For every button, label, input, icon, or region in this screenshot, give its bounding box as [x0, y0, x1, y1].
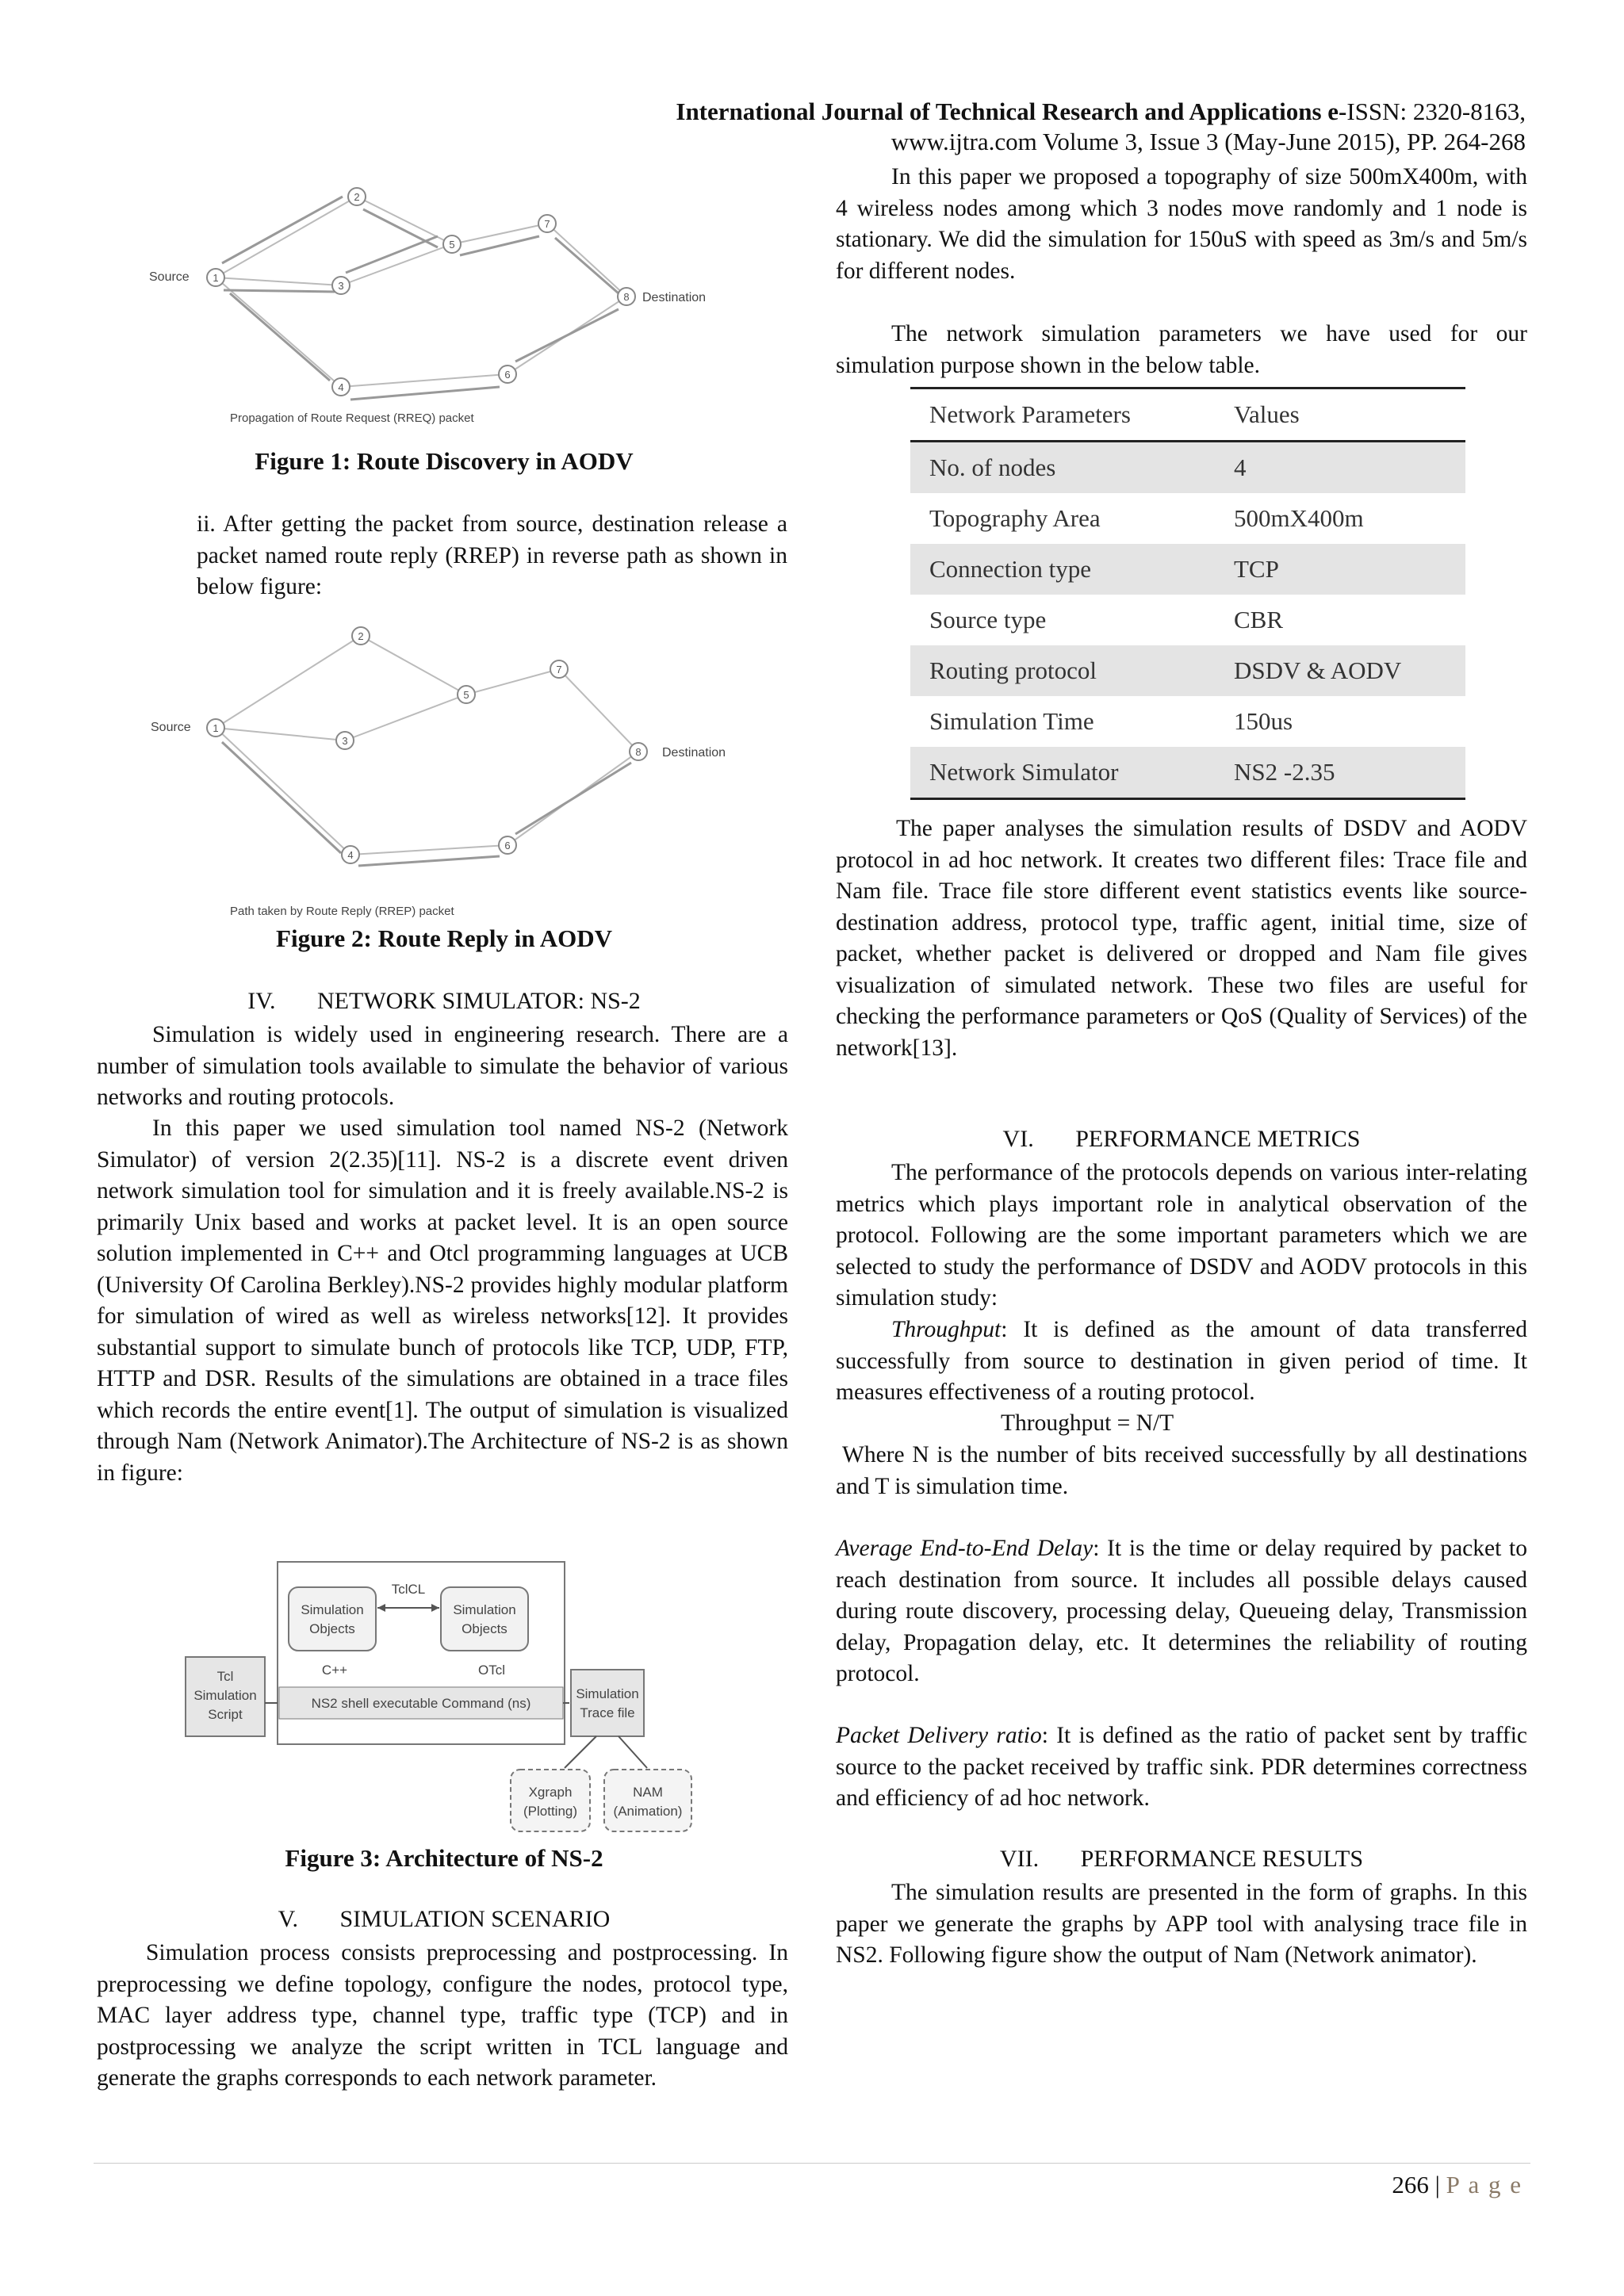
table-cell-param: Connection type	[910, 544, 1215, 595]
section-5-paragraph-1: Simulation process consists preprocessing and postprocessing. In preprocessing we define topology, configure the nodes, protocol type, MAC layer address type, channel type, traffic type (TCP) and in postprocessing we analyze the script written in TCL language and generate the graphs corresponds to each network parameter.	[97, 1940, 788, 2091]
right-paragraph-1: In this paper we proposed a topography of size 500mX400m, with 4 wireless nodes among which 3 nodes move randomly and 1 node is stationary. We did the simulation for 150uS with speed as 3m/s and 5m/s for different nodes.	[836, 164, 1527, 284]
table-row	[910, 696, 1465, 747]
table-cell-param: Simulation Time	[929, 707, 1094, 735]
section-4-title: NETWORK SIMULATOR: NS-2	[317, 988, 641, 1014]
fig2-node-3: 3	[342, 735, 348, 747]
footer-separator: |	[1428, 2171, 1446, 2198]
throughput-definition: : It is defined as the amount of data transferred successfully from source to destination in given period of time. It measures effectiveness of a routing protocol.	[836, 1317, 1527, 1405]
section-4-heading	[95, 988, 793, 1015]
fig2-source-label: Source	[151, 721, 191, 734]
fig1-node-4: 4	[338, 381, 344, 393]
section-5-heading	[95, 1906, 793, 1933]
fig3-simobj-left-2: Objects	[309, 1621, 355, 1636]
section-7-heading	[836, 1846, 1527, 1873]
section-5-title: SIMULATION SCENARIO	[339, 1906, 611, 1932]
pdr-definition: : It is defined as the ratio of packet sent by traffic source to the packet received by traffic sink. PDR determines correctness and efficiency of ad hoc network.	[836, 1723, 1528, 1811]
fig1-node-3: 3	[338, 280, 344, 292]
fig3-trace-2: Trace file	[580, 1705, 635, 1720]
fig3-tcl-1: Tcl	[216, 1669, 234, 1684]
right-paragraph-2: The network simulation parameters we have used for our simulation purpose shown in the below table.	[836, 321, 1527, 378]
section-7-number: VII.	[999, 1846, 1040, 1872]
journal-header	[495, 97, 1526, 157]
section-4-paragraph-2: In this paper we used simulation tool named NS-2 (Network Simulator) of version 2(2.35)[11]. NS-2 is a discrete event driven network simulation tool for simulation and it is freely available.NS-2 is primarily Unix based and works at packet level. It is an open source solution implemented in C++ and Otcl programming languages at UCB (University Of Carolina Berkley).NS-2 provides highly modular platform for simulation of wired as well as wireless networks[12]. It provides substantial support to simulate bunch of protocols like TCP, UDP, FTP, HTTP and DSR. Results of the simulations are obtained in a trace files which records the entire event[1]. The output of simulation is visualized through Nam (Network Animator).The Architecture of NS-2 is as shown in figure:	[97, 1115, 788, 1486]
figure-1-caption: Figure 1: Route Discovery in AODV	[255, 447, 634, 475]
journal-volume-line: www.ijtra.com Volume 3, Issue 3 (May-June 2015), PP. 264-268	[891, 128, 1526, 155]
issn: ISSN: 2320-8163,	[1346, 98, 1526, 125]
delay-definition: : It is the time or delay required by packet to reach destination from source. It includes all possible delays caused during route discovery, processing delay, Queueing delay, Transmission delay, Propagation delay, etc. It determines the reliability of routing protocol.	[836, 1536, 1527, 1686]
fig3-simobj-left-1: Simulation	[301, 1602, 364, 1617]
fig3-nam-2: (Animation)	[613, 1804, 683, 1819]
table-row	[910, 442, 1465, 494]
table-row	[910, 493, 1465, 544]
table-cell-param: Network Simulator	[910, 747, 1215, 799]
fig3-xgraph-1: Xgraph	[528, 1785, 573, 1800]
table-row	[910, 645, 1465, 696]
pdr-term: Packet Delivery ratio	[836, 1723, 1042, 1748]
fig3-ns-command: NS2 shell executable Command (ns)	[311, 1696, 531, 1711]
table-cell-value: DSDV & AODV	[1215, 645, 1465, 696]
fig2-node-5: 5	[463, 689, 469, 701]
fig2-node-1: 1	[213, 722, 219, 734]
table-cell-param: Routing protocol	[910, 645, 1215, 696]
page-number: 266	[1392, 2171, 1429, 2198]
fig2-node-7: 7	[556, 664, 562, 675]
footer-rule	[94, 2163, 1530, 2164]
fig1-source-label: Source	[149, 270, 190, 284]
table-cell-value: 500mX400m	[1234, 504, 1364, 532]
pdr-paragraph	[836, 1720, 1527, 1815]
fig1-node-8: 8	[623, 291, 630, 303]
fig3-trace-1: Simulation	[576, 1686, 639, 1701]
item-ii-paragraph: ii. After getting the packet from source, destination release a packet named route reply (RREP) in reverse path as shown in below figure:	[197, 511, 787, 599]
throughput-term: Throughput	[891, 1317, 1002, 1342]
fig3-otcl: OTcl	[478, 1663, 505, 1678]
table-cell-param: Topography Area	[929, 504, 1101, 532]
table-header-value: Values	[1215, 388, 1465, 442]
table-row	[910, 544, 1465, 595]
section-4-paragraph-1: Simulation is widely used in engineering research. There are a number of simulation tools available to simulate the behavior of various networks and routing protocols.	[97, 1022, 788, 1110]
fig3-xgraph-2: (Plotting)	[523, 1804, 578, 1819]
fig1-destination-label: Destination	[642, 291, 707, 304]
table-row	[910, 595, 1465, 645]
delay-term: Average End-to-End Delay	[836, 1536, 1094, 1561]
page-label: P a g e	[1446, 2171, 1522, 2198]
right-paragraph-3: The paper analyses the simulation results of DSDV and AODV protocol in ad hoc network. It creates two different files: Trace file and Nam file. Trace file store different event statistics events like source-destination address, protocol type, traffic agent, initial time, size of packet, whether packet is delivered or dropped and Nam file gives visualization of simulated network. These two files are useful for checking the performance parameters or QoS (Quality of Services) of the network[13].	[836, 816, 1527, 1061]
fig2-node-2: 2	[358, 630, 364, 642]
section-7-title: PERFORMANCE RESULTS	[1080, 1846, 1364, 1872]
table-header-param: Network Parameters	[910, 388, 1215, 442]
fig2-image-caption: Path taken by Route Reply (RREP) packet	[230, 905, 454, 918]
fig2-node-6: 6	[504, 840, 511, 851]
parameters-table	[910, 387, 1465, 800]
figure-3-caption: Figure 3: Architecture of NS-2	[285, 1844, 603, 1872]
section-4-number: IV.	[247, 988, 276, 1014]
table-cell-value: 150us	[1234, 707, 1293, 735]
table-row	[910, 747, 1465, 799]
fig2-node-8: 8	[635, 746, 642, 758]
figure-3-image	[184, 1556, 707, 1841]
figure-2-caption: Figure 2: Route Reply in AODV	[276, 924, 612, 952]
table-header-row	[910, 388, 1465, 442]
journal-name: International Journal of Technical Research and Applications e-	[676, 98, 1347, 125]
section-6-heading	[836, 1126, 1527, 1153]
fig3-tcl-2: Simulation	[193, 1688, 257, 1703]
fig3-simobj-right-2: Objects	[462, 1621, 508, 1636]
fig3-cpp: C++	[321, 1663, 348, 1678]
section-6-number: VI.	[1002, 1126, 1034, 1152]
throughput-formula: Throughput = N/T	[1001, 1410, 1174, 1436]
page-footer	[1392, 2171, 1522, 2199]
table-cell-value: 4	[1215, 442, 1465, 494]
table-cell-value: CBR	[1234, 606, 1284, 633]
fig3-simobj-right-1: Simulation	[453, 1602, 516, 1617]
fig2-destination-label: Destination	[662, 746, 726, 760]
section-7-paragraph-1: The simulation results are presented in the form of graphs. In this paper we generate the graphs by APP tool with analysing trace file in NS2. Following figure show the output of Nam (Network animator).	[836, 1880, 1527, 1968]
fig1-node-5: 5	[449, 239, 455, 251]
journal-title-line	[495, 97, 1526, 127]
fig1-node-7: 7	[544, 218, 550, 230]
throughput-paragraph	[836, 1314, 1527, 1409]
throughput-where: Where N is the number of bits received successfully by all destinations and T is simulation time.	[836, 1442, 1527, 1499]
section-6-title: PERFORMANCE METRICS	[1075, 1126, 1361, 1152]
fig1-image-caption: Propagation of Route Request (RREQ) packet	[230, 411, 474, 425]
fig1-node-1: 1	[213, 272, 219, 284]
table-cell-param: No. of nodes	[910, 442, 1215, 494]
fig2-node-4: 4	[347, 849, 354, 861]
fig3-tcl-3: Script	[208, 1707, 243, 1722]
fig3-nam-1: NAM	[633, 1785, 663, 1800]
delay-paragraph	[836, 1533, 1527, 1690]
figure-2-image	[143, 615, 745, 921]
figure-1-image	[143, 174, 745, 444]
fig1-node-6: 6	[504, 369, 511, 381]
table-cell-value: NS2 -2.35	[1215, 747, 1465, 799]
fig1-node-2: 2	[354, 191, 360, 203]
table-cell-value: TCP	[1215, 544, 1465, 595]
fig3-tclcl: TclCL	[391, 1582, 426, 1597]
section-6-paragraph-1: The performance of the protocols depends on various inter-relating metrics which plays important role in analytical observation of the protocol. Following are the some important parameters which we are selected to study the performance of DSDV and AODV protocols in this simulation study:	[836, 1160, 1527, 1311]
section-5-number: V.	[278, 1906, 298, 1932]
table-cell-param: Source type	[929, 606, 1047, 633]
